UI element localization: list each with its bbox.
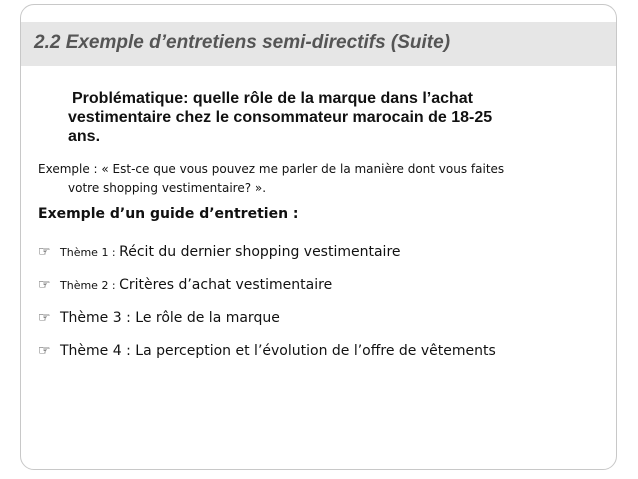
pointing-hand-icon: ☞ xyxy=(38,310,51,326)
theme-text: Le rôle de la marque xyxy=(135,310,280,326)
theme-label: Thème 4 : xyxy=(60,343,136,359)
theme-text: Critères d’achat vestimentaire xyxy=(119,277,333,293)
problematique-line: Problématique: quelle rôle de la marque dans l’achat xyxy=(72,90,473,107)
theme-item-2 xyxy=(38,274,332,293)
theme-label: Thème 2 : xyxy=(60,279,120,292)
slide-title: 2.2 Exemple d’entretiens semi-directifs (Suite) xyxy=(34,32,451,53)
slide-frame xyxy=(20,4,617,470)
exemple-question xyxy=(38,160,598,198)
theme-item-3 xyxy=(38,307,280,326)
theme-text: La perception et l’évolution de l’offre de vêtements xyxy=(135,343,496,359)
pointing-hand-icon: ☞ xyxy=(38,277,51,293)
theme-text: Récit du dernier shopping vestimentaire xyxy=(119,244,401,260)
pointing-hand-icon: ☞ xyxy=(38,343,51,359)
problematique-line: vestimentaire chez le consommateur marocain de 18-25 xyxy=(68,109,493,126)
theme-item-4 xyxy=(38,340,496,359)
exemple-line: Exemple : « Est-ce que vous pouvez me parler de la manière dont vous faites xyxy=(38,162,505,176)
problematique-block xyxy=(68,89,548,146)
exemple-line: votre shopping vestimentaire? ». xyxy=(68,181,267,195)
pointing-hand-icon: ☞ xyxy=(38,244,51,260)
theme-item-1 xyxy=(38,241,401,260)
theme-label: Thème 3 : xyxy=(60,310,136,326)
theme-label: Thème 1 : xyxy=(60,246,120,259)
guide-heading: Exemple d’un guide d’entretien : xyxy=(38,206,299,222)
problematique-line: ans. xyxy=(68,128,101,145)
